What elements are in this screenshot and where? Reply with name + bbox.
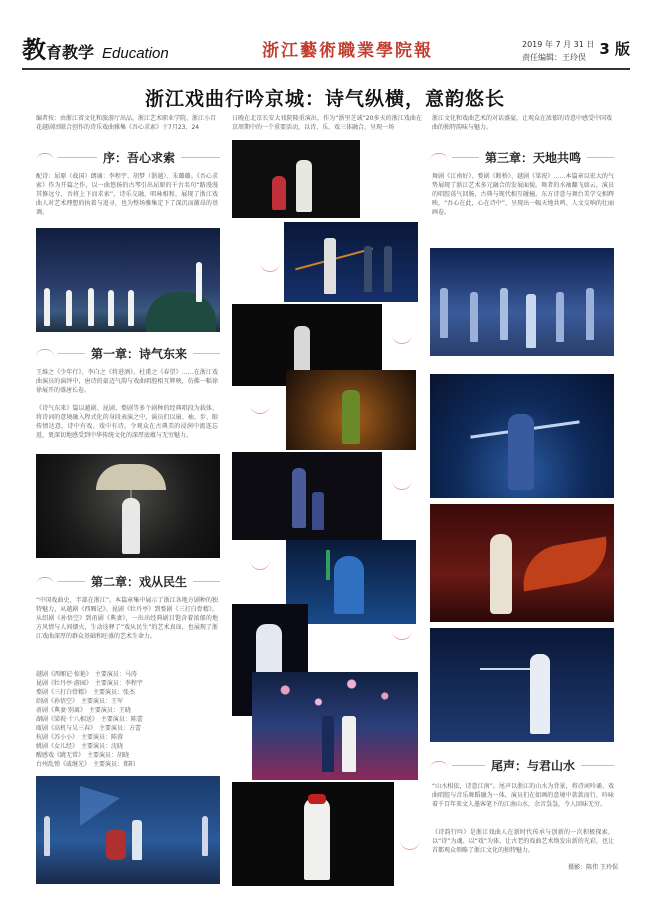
- photo-middle-4: [286, 370, 416, 450]
- performer-figure: [470, 292, 478, 342]
- prologue-text: 配诗：屈原（战国）朗诵：李程宇、胡梦（浙越）、朱璐璐。《吾心求索》作为开篇之作，以一曲悠扬的古琴引出屈原的千古名句“路漫漫其修远兮，吾将上下而求索”，诗乐交融、唱咏相和，展现了浙江戏曲人对艺术理想的执着与追寻，也为整场雅集定下了深沉而激昂的基调。: [36, 173, 218, 216]
- swirl-ornament: [250, 560, 270, 570]
- photo-chapter3-sword: [430, 628, 614, 742]
- epilogue-text-1: “山水相依，诗意江南”。尾声以浙江的山水为背景，将诗词吟诵、戏曲唱腔与音乐舞蹈融为一体，演员们在如画的意境中款款而行，吟咏着千百年来文人墨客笔下的江南山水，余音袅袅，令人回味无穷。: [432, 783, 614, 808]
- performer-figure: [324, 238, 336, 294]
- chapter1-text-1: 王维之《少年行》、李白之《将进酒》、杜甫之《春望》……在浙江戏曲演员的演绎中，唐诗的豪迈气韵与戏曲唱腔相互辉映，仿佛一幅徐徐展开的盛唐长卷。: [36, 369, 218, 394]
- photo-chapter3-dance-2: [430, 374, 614, 498]
- performer-figure: [508, 414, 534, 490]
- performer-figure: [304, 798, 330, 880]
- performer-figure: [556, 292, 564, 342]
- performer-figure: [106, 830, 126, 860]
- stage-flag: [80, 786, 120, 826]
- performer-figure: [296, 160, 312, 212]
- brand-english: Education: [102, 45, 169, 62]
- section-title: 第一章：诗气东来: [91, 346, 188, 361]
- performer-hat: [308, 794, 326, 804]
- credit-line: 湖剧《梁祝·十八相送》 主要演员：陈蕾: [36, 716, 143, 723]
- performer-figure: [586, 288, 594, 340]
- performer-figure: [440, 288, 448, 338]
- swirl-ornament: [36, 349, 54, 357]
- swirl-ornament: [430, 153, 448, 161]
- brand-big-char: 教: [22, 35, 46, 64]
- photo-chapter1-umbrella: [36, 454, 220, 558]
- heading-rule: [181, 157, 220, 158]
- section-title: 第二章：戏从民生: [91, 574, 188, 589]
- umbrella: [96, 464, 166, 490]
- intro-col-2: 日晚在北京长安大戏院隆重演出，作为“浙里芝诚”20多天的浙江戏曲在京周期中的一个重要活动，以诗、乐、戏三体融合，呈现一场: [232, 115, 422, 131]
- photo-middle-5: [232, 452, 382, 540]
- heading-rule: [193, 353, 220, 354]
- credit-line: 绍剧《孙悟空》 主要演员：王军: [36, 698, 124, 705]
- performer-figure: [364, 246, 372, 292]
- section-heading-prologue: [36, 148, 220, 166]
- heading-rule: [58, 353, 85, 354]
- heading-rule: [587, 157, 614, 158]
- performer-figure: [128, 290, 134, 326]
- performer-figure: [132, 820, 142, 860]
- section-heading-chapter2: [36, 572, 220, 590]
- swirl-ornament: [400, 840, 420, 850]
- performer-figure: [334, 556, 364, 614]
- swirl-ornament: [392, 334, 412, 344]
- performer-figure: [312, 492, 324, 530]
- swirl-ornament: [36, 153, 54, 161]
- performer-figure: [108, 290, 114, 326]
- performer-figure: [526, 294, 536, 348]
- credit-line: 婺剧《三打白骨精》 主要演员：张杰: [36, 689, 136, 696]
- performer-figure: [272, 176, 286, 210]
- credit-line: 台州乱弹《戚继光》 主要演员：郑阳: [36, 761, 136, 768]
- issue-meta: [522, 38, 594, 64]
- section-heading-epilogue: [430, 756, 614, 774]
- performer-figure: [196, 262, 202, 302]
- photo-credit: 摄影：陈伟 王玲俣: [568, 864, 618, 871]
- credit-line: 甬剧《典妻·别离》 主要演员：王晓: [36, 707, 131, 714]
- swirl-ornament: [36, 577, 54, 585]
- photo-chapter2-battle: [36, 776, 220, 884]
- performer-figure: [88, 288, 94, 326]
- photo-chapter3-dance-1: [430, 248, 614, 356]
- section-title: 第三章：天地共鸣: [485, 150, 582, 165]
- stage-rock: [146, 292, 216, 332]
- section-brand: [22, 30, 169, 65]
- headline: 浙江戏曲行吟京城：诗气纵横，意韵悠长: [144, 88, 505, 110]
- performer-figure: [384, 246, 392, 292]
- heading-rule: [452, 765, 485, 766]
- credit-line: 姚剧《女儿经》 主要演员：沈晓: [36, 743, 124, 750]
- epilogue-text-2: 《诗韵行吟》是浙江戏曲人在新时代传承与创新的一次积极探索，以“诗”为魂、以“戏”为体，让古老的戏曲艺术焕发出新的光彩，也让首都观众领略了浙江文化的独特魅力。: [432, 829, 614, 854]
- stage-plume: [326, 550, 330, 580]
- swirl-ornament: [430, 761, 448, 769]
- performer-figure: [490, 534, 512, 614]
- credit-line: 昆剧《牡丹亭·游园》 主要演员：李程宇: [36, 680, 143, 687]
- photo-prologue-stage: [36, 228, 220, 332]
- performer-figure: [342, 390, 360, 444]
- photo-middle-2: [284, 222, 418, 302]
- issue-date: 2019 年 7 月 31 日: [522, 40, 595, 49]
- chapter2-text: “中国戏曲史，半部在浙江”。本篇章集中展示了浙江各地方剧种的独特魅力，从越剧《西厢记》、昆剧《牡丹亭》到婺剧《三打白骨精》，从绍剧《孙悟空》到甬剧《典妻》，一出出经典剧目饱含着浓郁的地方风情与人间烟火，生动诠释了“戏从民生”的艺术真谛，也展现了浙江戏曲深厚的群众基础和旺盛的艺术生命力。: [36, 597, 218, 640]
- section-heading-chapter1: [36, 344, 220, 362]
- performer-figure: [44, 816, 50, 856]
- swirl-ornament: [392, 480, 412, 490]
- performer-figure: [122, 498, 140, 554]
- credit-line: 杭剧《苏小小》 主要演员：陈蓉: [36, 734, 124, 741]
- red-silk: [517, 536, 613, 591]
- performer-figure: [530, 654, 550, 734]
- performer-figure: [66, 290, 72, 326]
- swirl-ornament: [392, 630, 412, 640]
- performer-figure: [292, 468, 306, 528]
- section-title: 尾声：与君山水: [491, 758, 576, 773]
- heading-rule: [58, 157, 97, 158]
- heading-rule: [581, 765, 614, 766]
- school-name: 浙江藝術職業學院報: [262, 41, 433, 61]
- issue-editor: 责任编辑：王玲俣: [522, 53, 586, 62]
- photo-middle-1: [232, 140, 360, 218]
- page-number: 3 版: [599, 40, 630, 58]
- performer-figure: [44, 288, 50, 326]
- chapter3-text: 舞剧《江南好》、婺剧《断桥》、越剧《梁祝》……本篇章以宏大的气势展现了浙江艺术多元融合的发展面貌。舞者的水袖翻飞如云，演员的唱腔荡气回肠，古典与现代相互碰撞，东方诗意与舞台美学交相辉映，“吾心在此，心在诗中”，呈现出一幅天地共鸣、人文交响的壮丽画卷。: [432, 173, 614, 216]
- section-heading-chapter3: [430, 148, 614, 166]
- credit-line: 醒感戏《跳无常》 主要演员：胡晓: [36, 752, 130, 759]
- heading-rule: [193, 581, 220, 582]
- brand-title: 育教学: [46, 43, 95, 62]
- chapter2-credits: [36, 670, 218, 772]
- section-title: 序：吾心求索: [103, 150, 176, 165]
- blossom-overlay: [252, 672, 418, 732]
- performer-figure: [342, 716, 356, 772]
- swirl-ornament: [250, 404, 270, 414]
- chapter1-text-2: 《诗气东来》篇以越剧、昆剧、婺剧等多个剧种的经典唱段为载体，将诗词的意境融入程式化的身段表演之中，演员们以扇、袖、步、眼传情达意，诗中有戏、戏中有诗，令观众在古典美的浸润中流连忘返，更深切地感受到中华传统文化的深厚底蕴与无穷魅力。: [36, 405, 218, 439]
- credit-line: 瓯剧《高机与吴三春》 主要演员：方蕾: [36, 725, 142, 732]
- page-header: [22, 24, 630, 70]
- credit-line: 越剧《西厢记·惊艳》 主要演员：马涛: [36, 671, 137, 678]
- performer-figure: [202, 816, 208, 856]
- photo-middle-9: [232, 782, 394, 886]
- swirl-ornament: [260, 262, 280, 272]
- performer-figure: [500, 288, 508, 340]
- heading-rule: [58, 581, 85, 582]
- photo-middle-8-blossom: [252, 672, 418, 780]
- intro-col-1: 编者按：由浙江省文化和旅游厅出品，浙江艺术职业学院、浙江小百花越剧团联合创作的诗乐戏曲雅集《吾心求索》于7月23、24: [36, 115, 217, 131]
- intro-col-3: 浙江文化和戏曲艺术的对话盛宴，让观众在浓郁的诗意中感受中国戏曲的独特韵味与魅力。: [432, 115, 613, 131]
- photo-chapter3-dance-3: [430, 504, 614, 622]
- heading-rule: [452, 157, 479, 158]
- performer-figure: [322, 716, 334, 772]
